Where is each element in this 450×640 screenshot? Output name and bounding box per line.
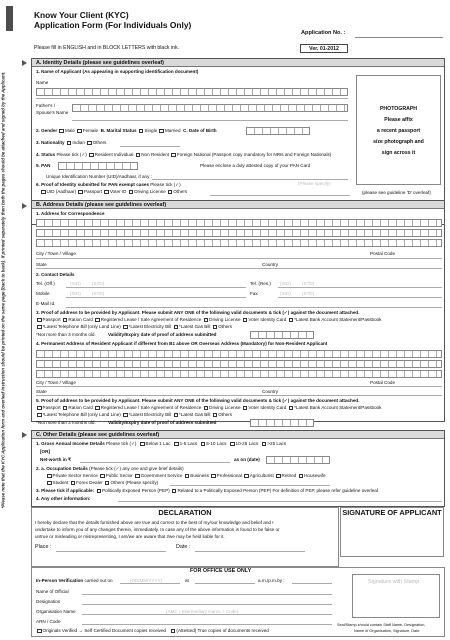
- version-badge: Ver. 01-2012: [300, 44, 348, 53]
- uid-checkbox[interactable]: [41, 190, 46, 195]
- perm-country-label: Country: [262, 389, 279, 394]
- photo-line-5: sign across it: [381, 150, 416, 156]
- voter-id-label: Voter ID: [109, 189, 127, 194]
- poa-voter-checkbox[interactable]: [243, 318, 248, 323]
- section-b-arrow-icon: [22, 203, 27, 209]
- fax-label: Fax: [250, 291, 258, 296]
- foreign-national-checkbox[interactable]: [171, 153, 176, 158]
- father-name-line-2[interactable]: [72, 120, 348, 121]
- tel-res-field[interactable]: [278, 287, 442, 288]
- poa2-electricity-checkbox[interactable]: [123, 413, 128, 418]
- poa2-telephone-label: *Latest Telephone Bill (only Land Line): [42, 412, 121, 417]
- at-label: at: [185, 578, 189, 583]
- income-10-25-label: 10-25 Lacs: [235, 441, 259, 446]
- occ-professional-label: Professional: [216, 473, 242, 478]
- occ-govt-checkbox[interactable]: [135, 474, 140, 479]
- photo-line-1: PHOTOGRAPH: [379, 106, 418, 112]
- ipv-date-placeholder: (DD/MM/YYYY): [130, 578, 163, 583]
- state-field[interactable]: [36, 268, 442, 269]
- attested-copies-checkbox[interactable]: [171, 629, 176, 634]
- poa2-bank-checkbox[interactable]: [289, 406, 294, 411]
- occ-student-checkbox[interactable]: [47, 481, 52, 486]
- poi-others-checkbox[interactable]: [168, 190, 173, 195]
- pan-field[interactable]: [58, 162, 138, 170]
- networth-date-field[interactable]: [266, 456, 330, 464]
- poi-question: [36, 182, 181, 187]
- poa-lease-label: Registered Lease / Sale Agreement of Residence: [100, 317, 202, 322]
- perm-address-line-3[interactable]: [36, 370, 442, 378]
- pan-note: Please enclose a duly attested copy of your PAN Card: [200, 163, 311, 168]
- driving-license-checkbox[interactable]: [129, 190, 134, 195]
- header-bar: [6, 6, 13, 31]
- occupation-hint: (Please tick (✓) any one and give brief details): [89, 466, 184, 471]
- income-1-5-label: 1-5 Lacs: [179, 441, 198, 446]
- country-label: Country: [262, 262, 279, 267]
- occ-business-label: Business: [190, 473, 209, 478]
- father-label-2: Spouse's Name: [36, 110, 69, 115]
- time-label: a.m./p.m.by :: [258, 578, 285, 583]
- nationality-specify-field[interactable]: [120, 146, 180, 147]
- title-line-2: Application Form (For Individuals Only): [34, 19, 192, 30]
- networth-field[interactable]: [80, 462, 230, 463]
- occ-public-label: Public Sector: [105, 473, 133, 478]
- others-nat-label: Others: [92, 140, 107, 145]
- tel-off-label: Tel. (Off.): [36, 281, 55, 286]
- ipv-time-field[interactable]: [195, 583, 255, 584]
- stamp-note-1: Seal/Stamp should contain Staff Name, Designation,: [337, 623, 426, 627]
- others-nat-checkbox[interactable]: [87, 141, 92, 146]
- occ-govt-label: Government Service: [140, 473, 183, 478]
- networth-label: Net-worth in ₹: [40, 457, 71, 462]
- female-checkbox[interactable]: [77, 129, 82, 134]
- poa2-voter-label: Voter Identity Card: [248, 405, 287, 410]
- fax-std: (STD): [302, 291, 315, 296]
- occ-others-field[interactable]: [170, 485, 330, 486]
- validity-label: Validity/Expiry date of proof of address submitted: [108, 332, 217, 337]
- email-label: E-Mail Id.: [36, 301, 56, 306]
- postal-code-label: Postal Code: [370, 251, 396, 256]
- originals-verified-label: Originals Verified → Self Certified Document copies received: [42, 628, 167, 633]
- income-row: [36, 441, 286, 446]
- or-label: [OR]: [40, 449, 50, 454]
- pep-checkbox[interactable]: [97, 489, 102, 494]
- photo-line-2: Please affix: [384, 117, 413, 123]
- poa2-others-checkbox[interactable]: [213, 413, 218, 418]
- female-label: Female: [82, 128, 99, 133]
- male-label: Male: [64, 128, 75, 133]
- occ-agri-checkbox[interactable]: [244, 474, 249, 479]
- as-on-label: as on (date): [234, 457, 260, 462]
- poi-others-label: Others: [173, 189, 188, 194]
- ipv-label: In-Person Verification: [36, 578, 84, 583]
- permanent-address-label: 4. Permanent Address of Resident Applicant if different from B1 above OR Overseas Address (Mandatory) for Non-Resident Applicant: [36, 341, 328, 346]
- poa-telephone-checkbox[interactable]: [37, 325, 42, 330]
- application-no-field[interactable]: [355, 29, 443, 38]
- occ-housewife-checkbox[interactable]: [299, 474, 304, 479]
- related-pep-label: Related to a Politically Exposed Person (PEP): [177, 488, 272, 493]
- side-note: *Please note that the KYC Application form and overleaf Instruction should be printed on the same page (back to back). If printed separately then both the pages should be attached and signed by the Applicant.: [0, 71, 6, 509]
- designation-label: Designation: [36, 599, 61, 604]
- name-field[interactable]: [36, 88, 348, 96]
- occupation-question: [36, 466, 184, 471]
- perm-address-line-2[interactable]: [36, 360, 442, 368]
- poa-lease-checkbox[interactable]: [95, 318, 100, 323]
- occ-housewife-label: Housewife: [304, 473, 326, 478]
- poa2-driving-checkbox[interactable]: [204, 406, 209, 411]
- income-5-10-label: 5-10 Lacs: [206, 441, 227, 446]
- uid-label: Unique Identification Number (UID)/Aadhaar, if any :: [46, 174, 152, 179]
- office-signature-placeholder: Signature with Stamp: [368, 579, 420, 585]
- poa2-bank-label: *Latest Bank Account Statement/Passbook: [294, 405, 382, 410]
- signature-heading: SIGNATURE OF APPLICANT: [342, 508, 442, 517]
- tel-off-isd: (ISD): [70, 281, 81, 286]
- fax-isd: (ISD): [280, 291, 291, 296]
- income-1-5-checkbox[interactable]: [174, 442, 179, 447]
- name-label: Name: [36, 80, 49, 85]
- occ-private-label: Private Sector Service: [52, 473, 98, 478]
- poa2-others-label: Others: [218, 412, 233, 417]
- passport-label: Passport: [83, 189, 103, 194]
- married-label: Married: [164, 128, 181, 133]
- status-hint: Please tick (✓): [56, 152, 87, 157]
- perm-state-label: State: [36, 389, 47, 394]
- uid-opt-label: UID (Aadhaar): [46, 189, 77, 194]
- poa2-ration-label: Ration Card: [68, 405, 93, 410]
- date-label: Date :: [176, 544, 191, 550]
- poa-others-label: Others: [218, 324, 233, 329]
- occ-public-checkbox[interactable]: [100, 474, 105, 479]
- poa-row-2: [36, 324, 232, 329]
- stamp-note-2: Name of Organisation, Signature, Date: [354, 629, 420, 633]
- poa-telephone-label: *Latest Telephone Bill (only Land Line): [42, 324, 121, 329]
- occ-private-checkbox[interactable]: [47, 474, 52, 479]
- org-placeholder: (AMC / Intermediary Name + Code): [166, 609, 239, 614]
- nationality-label: 3. Nationality: [36, 140, 65, 145]
- occ-retired-checkbox[interactable]: [276, 474, 281, 479]
- mobile-isd: (ISD): [70, 291, 81, 296]
- occ-student-label: Student: [52, 480, 69, 485]
- poa-row-1: [36, 317, 381, 322]
- mobile-field[interactable]: [66, 297, 246, 298]
- poa2-electricity-label: *Latest Electricity Bill: [128, 412, 172, 417]
- poa2-telephone-checkbox[interactable]: [37, 413, 42, 418]
- occ-business-checkbox[interactable]: [185, 474, 190, 479]
- perm-postal-label: Postal Code: [370, 380, 396, 385]
- tel-off-std: (STD): [92, 281, 105, 286]
- income-below-1-label: Below 1 Lac: [145, 441, 171, 446]
- carried-label: carried out on: [84, 578, 113, 583]
- arn-label: ARN / Code: [36, 619, 61, 624]
- poi-hint: Please tick (✓): [150, 182, 181, 187]
- single-label: Single: [144, 128, 158, 133]
- org-field[interactable]: [82, 614, 332, 615]
- other-info-field[interactable]: [118, 501, 442, 502]
- poa2-lease-label: Registered Lease / Sale Agreement of Residence: [100, 405, 202, 410]
- father-name-field[interactable]: [72, 104, 348, 112]
- poa2-driving-label: Driving License: [209, 405, 241, 410]
- poa2-row-1: [36, 405, 381, 410]
- poa-passport-checkbox[interactable]: [37, 318, 42, 323]
- correspondence-address-label: 1. Address for Correspondence: [36, 211, 105, 216]
- poa-ration-label: Ration Card: [68, 317, 93, 322]
- section-a-arrow-icon: [22, 60, 27, 66]
- poa-driving-label: Driving License: [209, 317, 241, 322]
- poi-options: [40, 189, 187, 194]
- dob-field[interactable]: [246, 127, 310, 135]
- address-line-3[interactable]: [36, 239, 442, 247]
- income-below-1-checkbox[interactable]: [140, 442, 145, 447]
- perm-address-line-1[interactable]: [36, 350, 442, 358]
- gender-label: 2. Gender: [36, 128, 58, 133]
- declaration-text-2: undertake to inform you of any changes therein, immediately. In case any of the above information is found to be false or: [35, 527, 280, 532]
- single-checkbox[interactable]: [139, 129, 144, 134]
- ipv-by-field[interactable]: [292, 583, 332, 584]
- mobile-std: (STD): [92, 291, 105, 296]
- poi-specify-field[interactable]: [210, 195, 350, 196]
- poa2-voter-checkbox[interactable]: [243, 406, 248, 411]
- marital-label: B. Marital Status: [100, 128, 137, 133]
- name-line-2[interactable]: [36, 98, 348, 99]
- status-row: [36, 152, 331, 157]
- poa-electricity-checkbox[interactable]: [123, 325, 128, 330]
- org-label: Organisation Name: [36, 609, 76, 614]
- poa-gas-label: *Latest Gas Bill: [179, 324, 211, 329]
- poi-specify-placeholder: (Please specify): [298, 181, 331, 186]
- place-field[interactable]: [56, 551, 166, 552]
- photo-line-3: a recent passport: [376, 128, 421, 134]
- official-field[interactable]: [82, 594, 332, 595]
- occupation-label: 2. a. Occupation Details: [36, 466, 88, 471]
- poa2-passport-label: Passport: [42, 405, 61, 410]
- pep-note: For definition of PEP, please refer guideline overleaf: [272, 488, 379, 493]
- poa-voter-label: Voter Identity Card: [248, 317, 287, 322]
- dob-label: C. Date of Birth: [183, 128, 217, 133]
- tel-res-isd: (ISD): [280, 281, 291, 286]
- arn-field[interactable]: [82, 624, 332, 625]
- address-line-1[interactable]: [36, 219, 442, 227]
- poa2-passport-checkbox[interactable]: [37, 406, 42, 411]
- related-pep-checkbox[interactable]: [172, 489, 177, 494]
- validity-field[interactable]: [250, 331, 314, 339]
- contact-details-label: 2. Contact Details: [36, 272, 75, 277]
- section-c-heading: C. Other Details (please see guidelines overleaf): [32, 431, 444, 439]
- declaration-text-1: I hereby declare that the details furnished above are true and correct to the best of my/our knowledge and belief and I: [35, 520, 274, 525]
- section-a-heading: A. Identity Details (please see guidelines overleaf): [32, 59, 444, 67]
- office-use-heading: FOR OFFICE USE ONLY: [190, 568, 252, 574]
- tel-off-field[interactable]: [66, 287, 246, 288]
- declaration-text-3: untrue or misleading or misrepresenting, I am/we are aware that I/we may be held liable for it.: [35, 534, 225, 539]
- originals-verified-checkbox[interactable]: [37, 629, 42, 634]
- poa2-gas-checkbox[interactable]: [174, 413, 179, 418]
- not-more-note: *Not more than 3 months old.: [36, 332, 96, 337]
- non-resident-label: Non Resident: [141, 152, 170, 157]
- poa-passport-label: Passport: [42, 317, 61, 322]
- city-label: City / Town / Village: [36, 251, 76, 256]
- fill-instruction: Please fill in ENGLISH and in BLOCK LETTERS with black ink.: [34, 45, 180, 51]
- ipv-date-field[interactable]: [120, 583, 180, 584]
- title-line-1: Know Your Client (KYC): [34, 10, 129, 20]
- state-label: State: [36, 262, 47, 267]
- passport-checkbox[interactable]: [78, 190, 83, 195]
- applicant-name-question: 1. Name of Applicant (As appearing in supporting identification document): [36, 69, 199, 74]
- resident-checkbox[interactable]: [89, 153, 94, 158]
- non-resident-checkbox[interactable]: [136, 153, 141, 158]
- section-b-heading: B. Address Details (please see guidelines overleaf): [32, 201, 444, 209]
- poa-others-checkbox[interactable]: [213, 325, 218, 330]
- occ-others-label: Others (Please specify): [110, 480, 159, 485]
- nationality-row: [36, 140, 106, 145]
- poa-ration-checkbox[interactable]: [63, 318, 68, 323]
- occ-others-checkbox[interactable]: [105, 481, 110, 486]
- occ-agri-label: Agriculturist: [249, 473, 274, 478]
- income-25-plus-checkbox[interactable]: [262, 442, 267, 447]
- fax-field[interactable]: [278, 297, 442, 298]
- pep-row: [36, 488, 378, 493]
- poa2-row-2: [36, 412, 232, 417]
- status-label: 4. Status: [36, 152, 56, 157]
- poa-bank-checkbox[interactable]: [289, 318, 294, 323]
- section-c-arrow-icon: [22, 432, 27, 438]
- perm-city-field[interactable]: [36, 386, 442, 387]
- date-field[interactable]: [195, 551, 305, 552]
- photo-line-4: size photograph and: [373, 139, 424, 145]
- poa2-lease-checkbox[interactable]: [95, 406, 100, 411]
- declaration-heading: DECLARATION: [158, 508, 212, 517]
- uid-field[interactable]: [152, 179, 348, 180]
- perm-city-label: City / Town / Village: [36, 380, 76, 385]
- married-checkbox[interactable]: [159, 129, 164, 134]
- poa2-not-more-note: *Not more than 3 months old.: [36, 420, 96, 425]
- city-field[interactable]: [36, 258, 442, 259]
- voter-id-checkbox[interactable]: [104, 190, 109, 195]
- email-field[interactable]: [66, 307, 442, 308]
- occupation-row-2: [46, 480, 158, 485]
- poa2-ration-checkbox[interactable]: [63, 406, 68, 411]
- income-label: 1. Gross Annual Income Details: [36, 441, 105, 446]
- designation-field[interactable]: [82, 604, 332, 605]
- occ-retired-label: Retired: [281, 473, 297, 478]
- poa2-validity-label: Validity/Expiry date of proof of address submitted: [108, 420, 217, 425]
- place-label: Place :: [35, 544, 52, 550]
- perm-state-field[interactable]: [36, 395, 442, 396]
- income-5-10-checkbox[interactable]: [201, 442, 206, 447]
- poa-driving-checkbox[interactable]: [204, 318, 209, 323]
- pep-opt-label: Politically Exposed Person (PEP): [102, 488, 170, 493]
- occ-professional-checkbox[interactable]: [211, 474, 216, 479]
- application-no-label: Application No. :: [301, 30, 346, 36]
- pep-label: 3. Please tick if applicable:: [36, 488, 95, 493]
- indian-checkbox[interactable]: [67, 141, 72, 146]
- poa2-question: 5. Proof of address to be provided by Applicant. Please submit ANY ONE of the following valid documents & tick (✓) against the document attached.: [36, 398, 360, 403]
- father-label-1: Father's /: [36, 103, 56, 108]
- poa-question: 3. Proof of address to be provided by Applicant. Please submit ANY ONE of the following valid documents & tick (✓) against the document attached.: [36, 310, 360, 315]
- poa-bank-label: *Latest Bank Account Statement/Passbook: [294, 317, 382, 322]
- driving-license-label: Driving License: [134, 189, 166, 194]
- attested-copies-label: (Attested) True copies of documents received: [176, 628, 269, 633]
- ipv-row: [36, 578, 113, 583]
- foreign-national-label: Foreign National (Passport copy mandatory for NRIs and Foreign Nationals): [176, 152, 332, 157]
- poa-gas-checkbox[interactable]: [174, 325, 179, 330]
- official-label: Name of Official: [36, 589, 69, 594]
- form-title: [34, 11, 191, 30]
- verification-row: [36, 628, 269, 633]
- resident-label: Resident Individual: [94, 152, 134, 157]
- poi-guideline-note: (please see guideline 'D' overleaf): [362, 190, 431, 195]
- occ-forex-checkbox[interactable]: [71, 481, 76, 486]
- tel-res-std: (STD): [302, 281, 315, 286]
- occupation-row-1: [46, 473, 326, 478]
- poi-label: 6. Proof of Identity submitted for PAN exempt cases: [36, 182, 149, 187]
- indian-label: Indian: [72, 140, 85, 145]
- poa2-validity-field[interactable]: [250, 419, 314, 427]
- tel-res-label: Tel. (Res.): [250, 281, 271, 286]
- occ-forex-label: Forex Dealer: [76, 480, 103, 485]
- address-line-2[interactable]: [36, 229, 442, 237]
- other-info-label: 4. Any other information:: [36, 496, 91, 501]
- income-10-25-checkbox[interactable]: [230, 442, 235, 447]
- income-hint: Please tick (✓): [106, 441, 137, 446]
- mobile-label: Mobile: [36, 291, 50, 296]
- income-25-plus-label: >25 Lacs: [267, 441, 287, 446]
- poa-electricity-label: *Latest Electricity Bill: [128, 324, 172, 329]
- poa2-gas-label: *Latest Gas Bill: [179, 412, 211, 417]
- photograph-box: [356, 75, 441, 185]
- gender-row: [36, 128, 217, 133]
- male-checkbox[interactable]: [59, 129, 64, 134]
- pan-label: 5. PAN: [36, 163, 51, 168]
